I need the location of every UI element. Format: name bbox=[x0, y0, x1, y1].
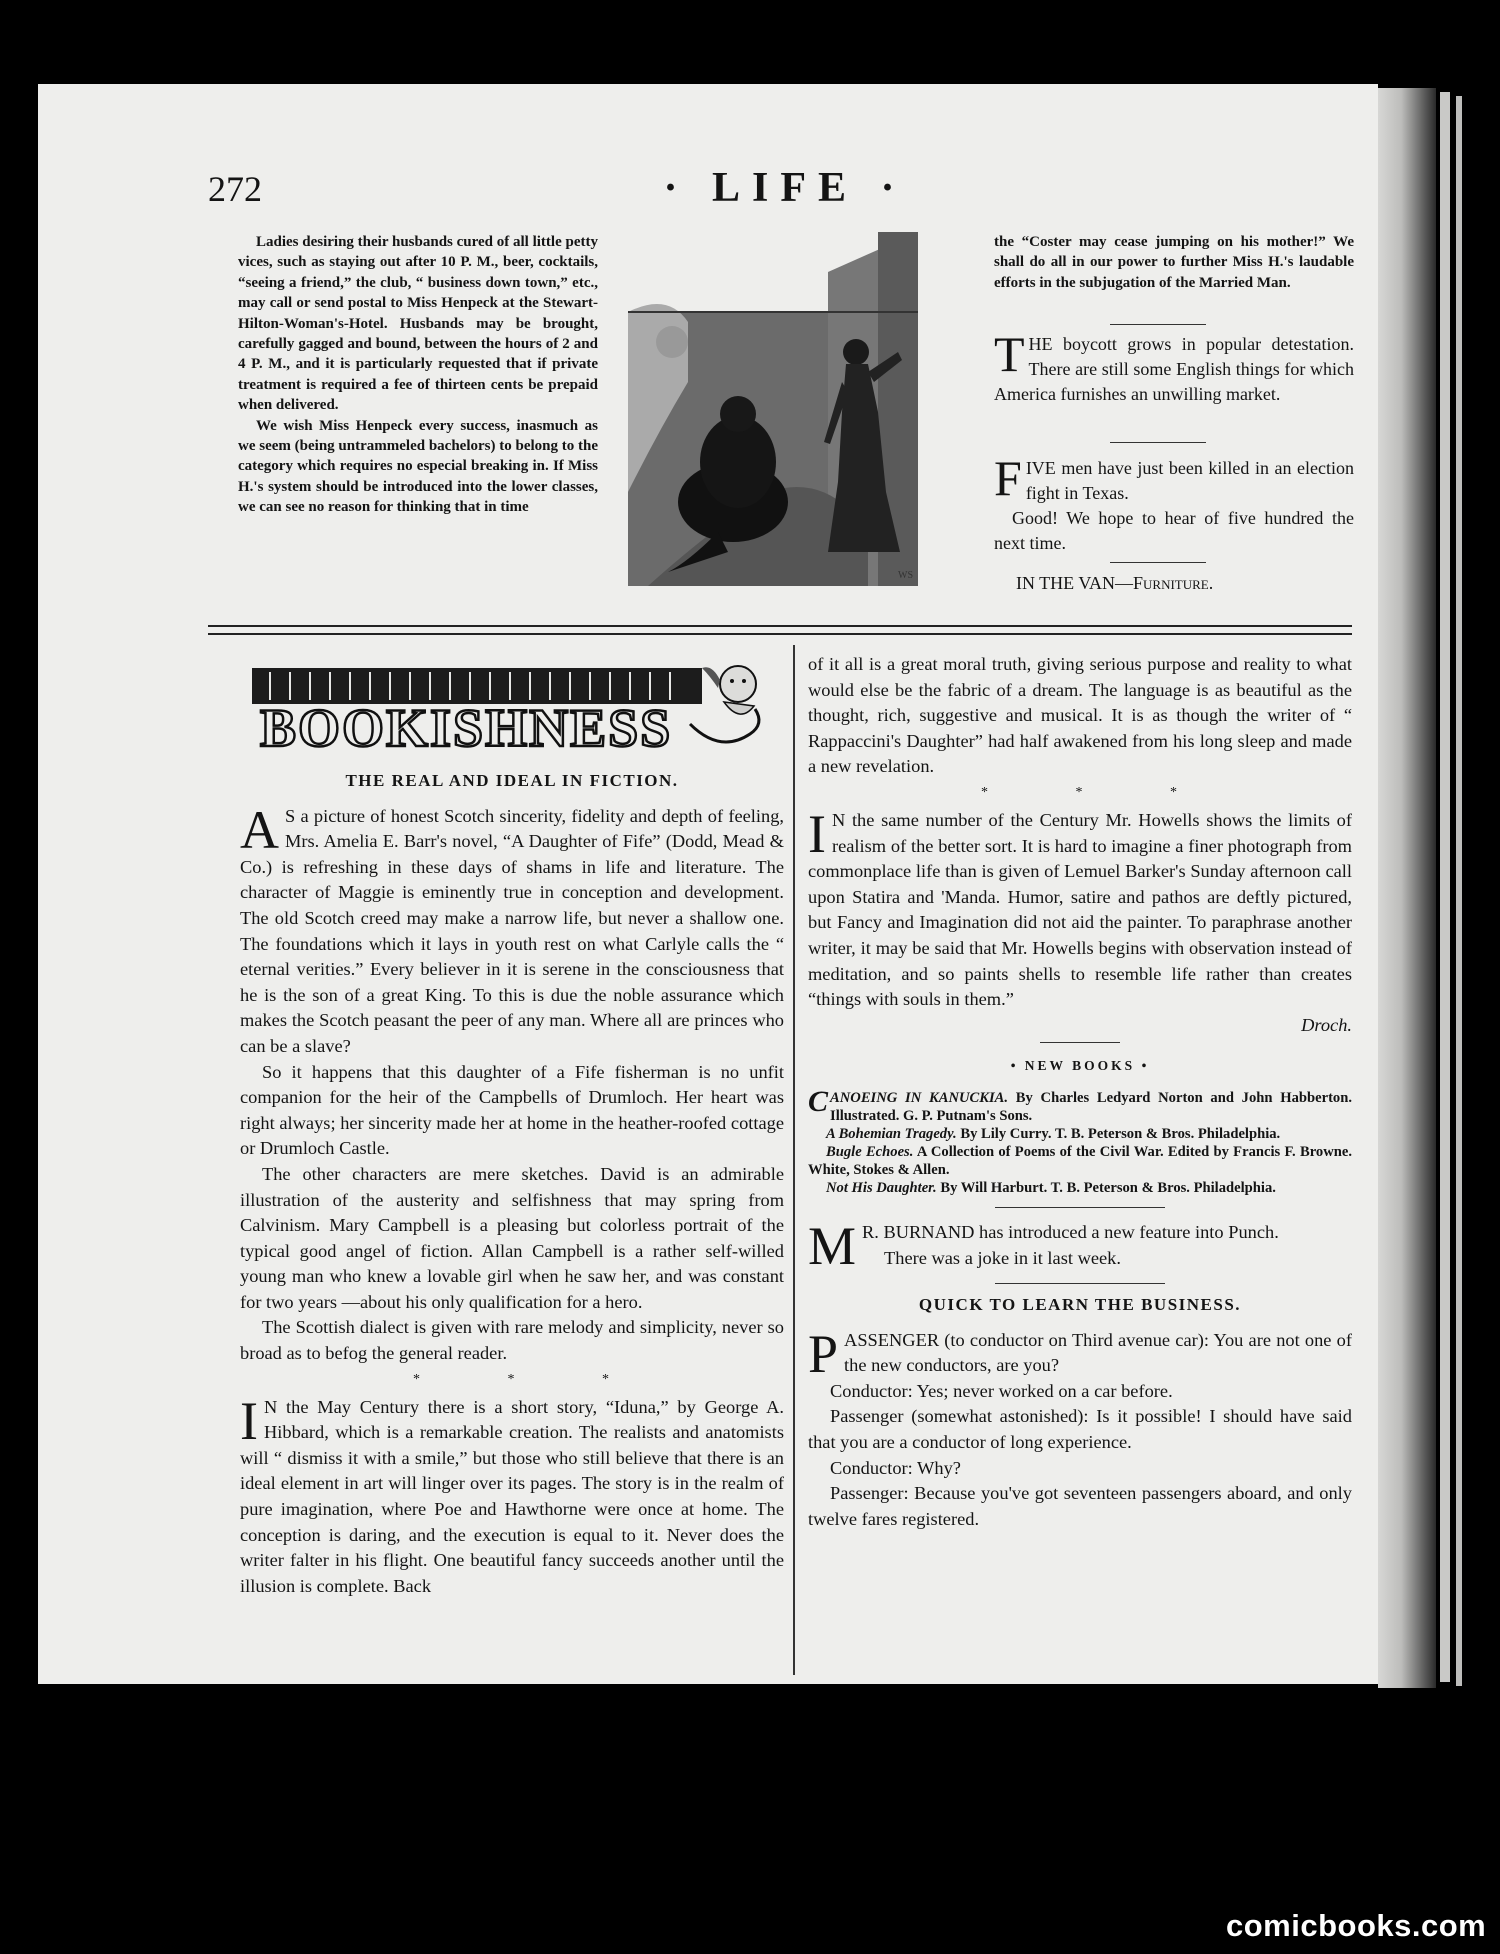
henpeck-paragraph-1: Ladies desiring their husbands cured of all little petty vices, such as staying out after 10 P. M., beer, cocktails, “seeing a friend,” the club, “ business down town,” etc., may call or send postal to Miss Henpeck at the Stewart-Hilton-Woman's-Hotel. Husbands may be brought, carefully gagged and bound, between the hours of 2 and 4 P. M., and it is particularly requested that if private treatment is required a fee of thirteen cents be prepaid when delivered. bbox=[238, 234, 598, 414]
section-stars: * * * bbox=[981, 784, 1219, 800]
next-page-edge-2 bbox=[1456, 96, 1462, 1686]
dialogue-line-5: Passenger: Because you've got seventeen passengers aboard, and only twelve fares registered. bbox=[808, 1483, 1352, 1529]
henpeck-article bbox=[238, 232, 598, 518]
bookishness-logo bbox=[250, 654, 770, 764]
divider bbox=[995, 1283, 1165, 1284]
article-heading: THE REAL AND IDEAL IN FICTION. bbox=[345, 771, 679, 790]
divider bbox=[1040, 1042, 1120, 1043]
van-quote: IN THE VAN—Furniture. bbox=[1016, 573, 1214, 593]
divider bbox=[1110, 324, 1206, 325]
drop-cap-f: F bbox=[994, 450, 1022, 506]
barr-review-paragraph-4: The Scottish dialect is given with rare melody and simplicity, never so broad as to befog the general reader. bbox=[240, 1317, 784, 1364]
texas-reply: Good! We hope to hear of five hundred the next time. bbox=[994, 508, 1354, 553]
barr-review-paragraph-1: S a picture of honest Scotch sincerity, fidelity and depth of feeling, Mrs. Amelia E. Barr's novel, “A Daughter of Fife” (Dodd, Mead & Co.) is refreshing in these days of shams in life and literature. The character of Maggie is eminently true in conception and development. The old Scotch creed may make a narrow life, but never a shallow one. The foundations which it lays in youth rest on what Carlyle calls the “ eternal verities.” Every believer in it is serene in the consciousness that he is the son of a great King. To this is due the noble assurance which makes the Scotch peasant the peer of any man. Where all are princes who can be a slave? bbox=[240, 805, 784, 1056]
site-watermark: comicbooks.com bbox=[1226, 1908, 1487, 1943]
book-entry: Not His Daughter. By Will Harburt. T. B. Peterson & Bros. Philadelphia. bbox=[826, 1179, 1276, 1196]
barr-review-paragraph-2: So it happens that this daughter of a Fife fisherman is no unfit companion for the heir of the Campbells of Drumloch. Her heart was right always; her sincerity made her at home in the heather-roofed cottage or Drumloch Castle. bbox=[240, 1061, 784, 1159]
iduna-paragraph: N the May Century there is a short story, “Iduna,” by George A. Hibbard, which is a remarkable creation. The realists and anatomists will “ dismiss it with a smile,” but those who still believe that there is an ideal element in art will linger over its pages. The story is in the realm of pure imagination, where Poe and Hawthorne were once at home. The conception is daring, and the execution is equal to it. Never does the writer falter in his flight. One beautiful fancy succeeds another until the illusion is complete. Back bbox=[240, 1396, 784, 1596]
new-books-list bbox=[808, 1084, 1352, 1197]
texas-item bbox=[994, 450, 1354, 556]
barr-review-paragraph-3: The other characters are mere sketches. David is an admirable illustration of the austerity and selfishness that may spring from Calvinism. Mary Campbell is a pleasing but colorless portrait of the typical good angel of fiction. Allan Campbell is a rather self-willed young man who knew a lovable girl when he saw her, and was constant for two years —about his only qualification for a hero. bbox=[240, 1163, 784, 1312]
drop-cap-p: P bbox=[808, 1323, 839, 1384]
howells-paragraph: N the same number of the Century Mr. Howells shows the limits of realism of the better sort. It is hard to imagine a finer photograph from commonplace life than is given of Lemuel Barker's Sunday afternoon call upon Statira and 'Manda. Humor, satire and pathos are deftly pictured, but Fancy and Imagination did not aid the painter. To paraphrase another writer, it may be said that Mr. Howells begins with observation instead of meditation, and so paints shells to resemble life rather than creates “things with souls in them.” bbox=[808, 809, 1352, 1010]
page-number: 272 bbox=[208, 169, 262, 209]
bookishness-lettering: BOOKISHNESS bbox=[260, 698, 673, 758]
iduna-continuation: of it all is a great moral truth, giving serious purpose and reality to what would else be the fabric of a dream. The language is as beautiful as the thought, rich, suggestive and musical. It is as though the writer of “ Rappaccini's Daughter” had half awakened from his long sleep and made a new revelation. bbox=[808, 654, 1352, 777]
drop-cap-t: T bbox=[994, 326, 1025, 382]
book-entry: A Bohemian Tragedy. By Lily Curry. T. B. Peterson & Bros. Philadelphia. bbox=[826, 1125, 1281, 1142]
quick-heading: QUICK TO LEARN THE BUSINESS. bbox=[918, 1295, 1242, 1315]
dialogue-line-3: Passenger (somewhat astonished): Is it possible! I should have said that you are a conductor of long experience. bbox=[808, 1406, 1352, 1453]
dialogue-line-1: ASSENGER (to conductor on Third avenue car): You are not one of the new conductors, are you? bbox=[844, 1329, 1352, 1376]
drop-cap-a: A bbox=[240, 799, 279, 860]
drop-cap-i: I bbox=[808, 803, 826, 864]
texas-text: IVE men have just been killed in an election fight in Texas. bbox=[1025, 458, 1354, 503]
coster-continuation bbox=[994, 232, 1354, 293]
boycott-item bbox=[994, 326, 1354, 407]
book-entry: CANOEING IN KANUCKIA. By Charles Ledyard Norton and John Habberton. Illustrated. G. P. Putnam's Sons. bbox=[808, 1084, 1352, 1124]
section-rule-top bbox=[208, 625, 1352, 627]
burnand-text: R. BURNAND has introduced a new feature into Punch. bbox=[862, 1221, 1279, 1242]
new-books-heading: • NEW BOOKS • bbox=[1010, 1058, 1150, 1074]
burnand-joke: There was a joke in it last week. bbox=[884, 1247, 1121, 1268]
dialogue-line-2: Conductor: Yes; never worked on a car before. bbox=[830, 1380, 1173, 1401]
book-entry: Bugle Echoes. A Collection of Poems of the Civil War. Edited by Francis F. Browne. White, Stokes & Allen. bbox=[808, 1143, 1352, 1178]
drop-cap-i: I bbox=[240, 1390, 258, 1451]
drop-cap-m: M bbox=[808, 1215, 857, 1276]
boycott-text: HE boycott grows in popular detestation. There are still some English things for which America furnishes an unwilling market. bbox=[994, 334, 1354, 404]
page-gutter bbox=[1378, 88, 1436, 1688]
dialogue-line-4: Conductor: Why? bbox=[830, 1457, 961, 1478]
droch-signature: Droch. bbox=[1301, 1014, 1352, 1035]
column-divider bbox=[793, 645, 795, 1675]
divider bbox=[995, 1207, 1165, 1208]
coster-paragraph: the “Coster may cease jumping on his mother!” We shall do all in our power to further Miss H.'s laudable efforts in the subjugation of the Married Man. bbox=[994, 234, 1354, 291]
illustration-signature: WS bbox=[898, 570, 913, 581]
next-page-edge bbox=[1440, 92, 1450, 1682]
illustration-woman-and-figure bbox=[628, 232, 964, 586]
henpeck-paragraph-2: We wish Miss Henpeck every success, inasmuch as we seem (being untrammeled bachelors) to belong to the category which requires no especial breaking in. If Miss H.'s system should be introduced into the lower classes, we can see no reason for thinking that in time bbox=[238, 417, 598, 516]
masthead-title: · LIFE · bbox=[663, 165, 907, 211]
section-stars: * * * bbox=[413, 1371, 651, 1387]
left-column bbox=[240, 760, 784, 1599]
divider bbox=[1110, 442, 1206, 443]
right-column bbox=[808, 652, 1352, 1532]
divider bbox=[1110, 562, 1206, 563]
section-rule-bottom bbox=[208, 633, 1352, 635]
